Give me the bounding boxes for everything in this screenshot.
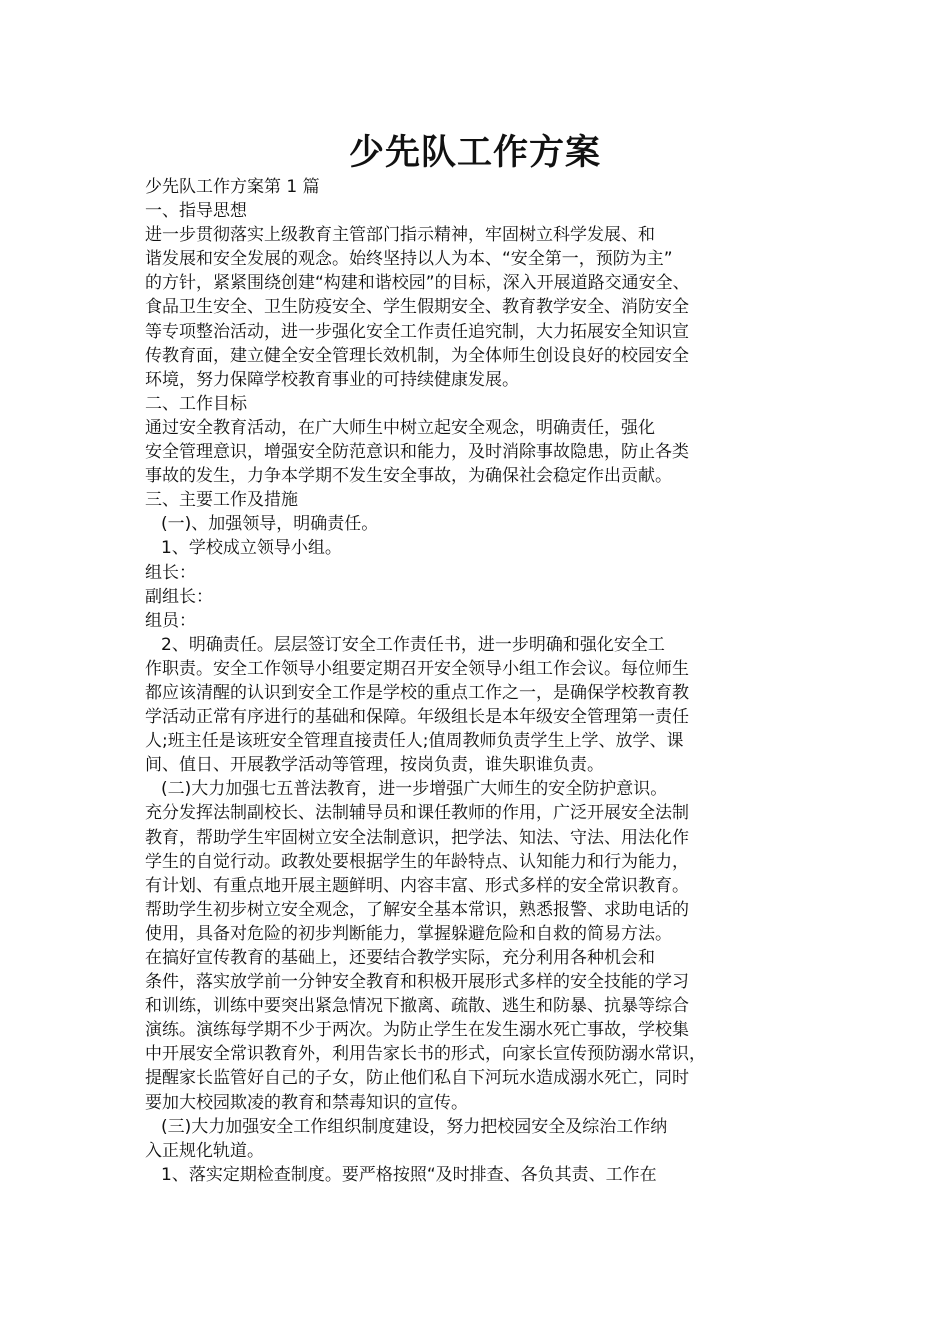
text-line: 1、落实定期检查制度。要严格按照“及时排查、各负其责、工作在 xyxy=(161,1164,657,1185)
text-line: 入正规化轨道。 xyxy=(145,1140,264,1161)
text-line: 中开展安全常识教育外，利用告家长书的形式，向家长宣传预防溺水常识， xyxy=(145,1044,706,1065)
text-line: 人;班主任是该班安全管理直接责任人;值周教师负责学生上学、放学、课 xyxy=(145,731,684,752)
text-line: 在搞好宣传教育的基础上，还要结合教学实际，充分利用各种机会和 xyxy=(145,948,655,968)
text-line: 通过安全教育活动，在广大师生中树立起安全观念，明确责任，强化 xyxy=(145,417,655,438)
text-line: 谐发展和安全发展的观念。始终坚持以人为本、“安全第一，预防为主” xyxy=(145,249,673,270)
text-line: 食品卫生安全、卫生防疫安全、学生假期安全、教育教学安全、消防安全 xyxy=(145,297,689,318)
text-line: 1、学校成立领导小组。 xyxy=(161,538,342,559)
text-line: 副组长： xyxy=(145,586,213,607)
text-line: 组长： xyxy=(145,562,196,583)
text-line: (一)、加强领导，明确责任。 xyxy=(161,514,379,535)
text-line: 和训练，训练中要突出紧急情况下撤离、疏散、逃生和防暴、抗暴等综合 xyxy=(145,996,689,1017)
text-line: 传教育面，建立健全安全管理长效机制，为全体师生创设良好的校园安全 xyxy=(145,345,689,366)
text-line: 充分发挥法制副校长、法制辅导员和课任教师的作用，广泛开展安全法制 xyxy=(145,803,689,824)
text-line: (二)大力加强七五普法教育，进一步增强广大师生的安全防护意识。 xyxy=(161,779,668,800)
text-line: 事故的发生，力争本学期不发生安全事故，为确保社会稳定作出贡献。 xyxy=(145,466,672,487)
text-line: 学活动正常有序进行的基础和保障。年级组长是本年级安全管理第一责任 xyxy=(145,707,689,728)
text-line: 间、值日、开展教学活动等管理，按岗负责，谁失职谁负责。 xyxy=(145,755,604,776)
text-line: 安全管理意识，增强安全防范意识和能力，及时消除事故隐患，防止各类 xyxy=(145,442,689,463)
text-line: 要加大校园欺凌的教育和禁毒知识的宣传。 xyxy=(145,1092,468,1113)
text-line: 的方针，紧紧围绕创建“构建和谐校园”的目标，深入开展道路交通安全、 xyxy=(145,273,690,294)
text-line: 学生的自觉行动。政教处要根据学生的年龄特点、认知能力和行为能力， xyxy=(145,851,689,872)
document-title: 少先队工作方案 xyxy=(348,133,601,173)
text-line: 组员： xyxy=(145,610,196,631)
text-line: 作职责。安全工作领导小组要定期召开安全领导小组工作会议。每位师生 xyxy=(145,658,689,679)
text-line: 教育，帮助学生牢固树立安全法制意识，把学法、知法、守法、用法化作 xyxy=(145,827,689,848)
text-line: 条件，落实放学前一分钟安全教育和积极开展形式多样的安全技能的学习 xyxy=(145,972,689,993)
text-line: 少先队工作方案第 1 篇 xyxy=(145,177,320,197)
document-body xyxy=(145,175,775,1187)
text-line: 演练。演练每学期不少于两次。为防止学生在发生溺水死亡事故，学校集 xyxy=(145,1020,689,1041)
text-line: 帮助学生初步树立安全观念，了解安全基本常识，熟悉报警、求助电话的 xyxy=(145,899,689,920)
text-line: 有计划、有重点地开展主题鲜明、内容丰富、形式多样的安全常识教育。 xyxy=(145,875,689,896)
text-line: 环境，努力保障学校教育事业的可持续健康发展。 xyxy=(145,369,519,390)
text-line: 等专项整治活动，进一步强化安全工作责任追究制，大力拓展安全知识宣 xyxy=(145,321,689,342)
text-line: 2、明确责任。层层签订安全工作责任书，进一步明确和强化安全工 xyxy=(161,634,665,655)
text-line: 都应该清醒的认识到安全工作是学校的重点工作之一，是确保学校教育教 xyxy=(145,682,689,703)
text-line: 使用，具备对危险的初步判断能力，掌握躲避危险和自救的简易方法。 xyxy=(145,923,672,944)
text-line: 进一步贯彻落实上级教育主管部门指示精神，牢固树立科学发展、和 xyxy=(145,225,655,246)
text-line: 二、工作目标 xyxy=(145,393,247,414)
text-line: 提醒家长监管好自己的子女，防止他们私自下河玩水造成溺水死亡，同时 xyxy=(145,1068,689,1089)
text-line: 一、指导思想 xyxy=(145,201,247,222)
text-line: 三、主要工作及措施 xyxy=(145,490,298,511)
text-line: (三)大力加强安全工作组织制度建设，努力把校园安全及综治工作纳 xyxy=(161,1116,668,1137)
